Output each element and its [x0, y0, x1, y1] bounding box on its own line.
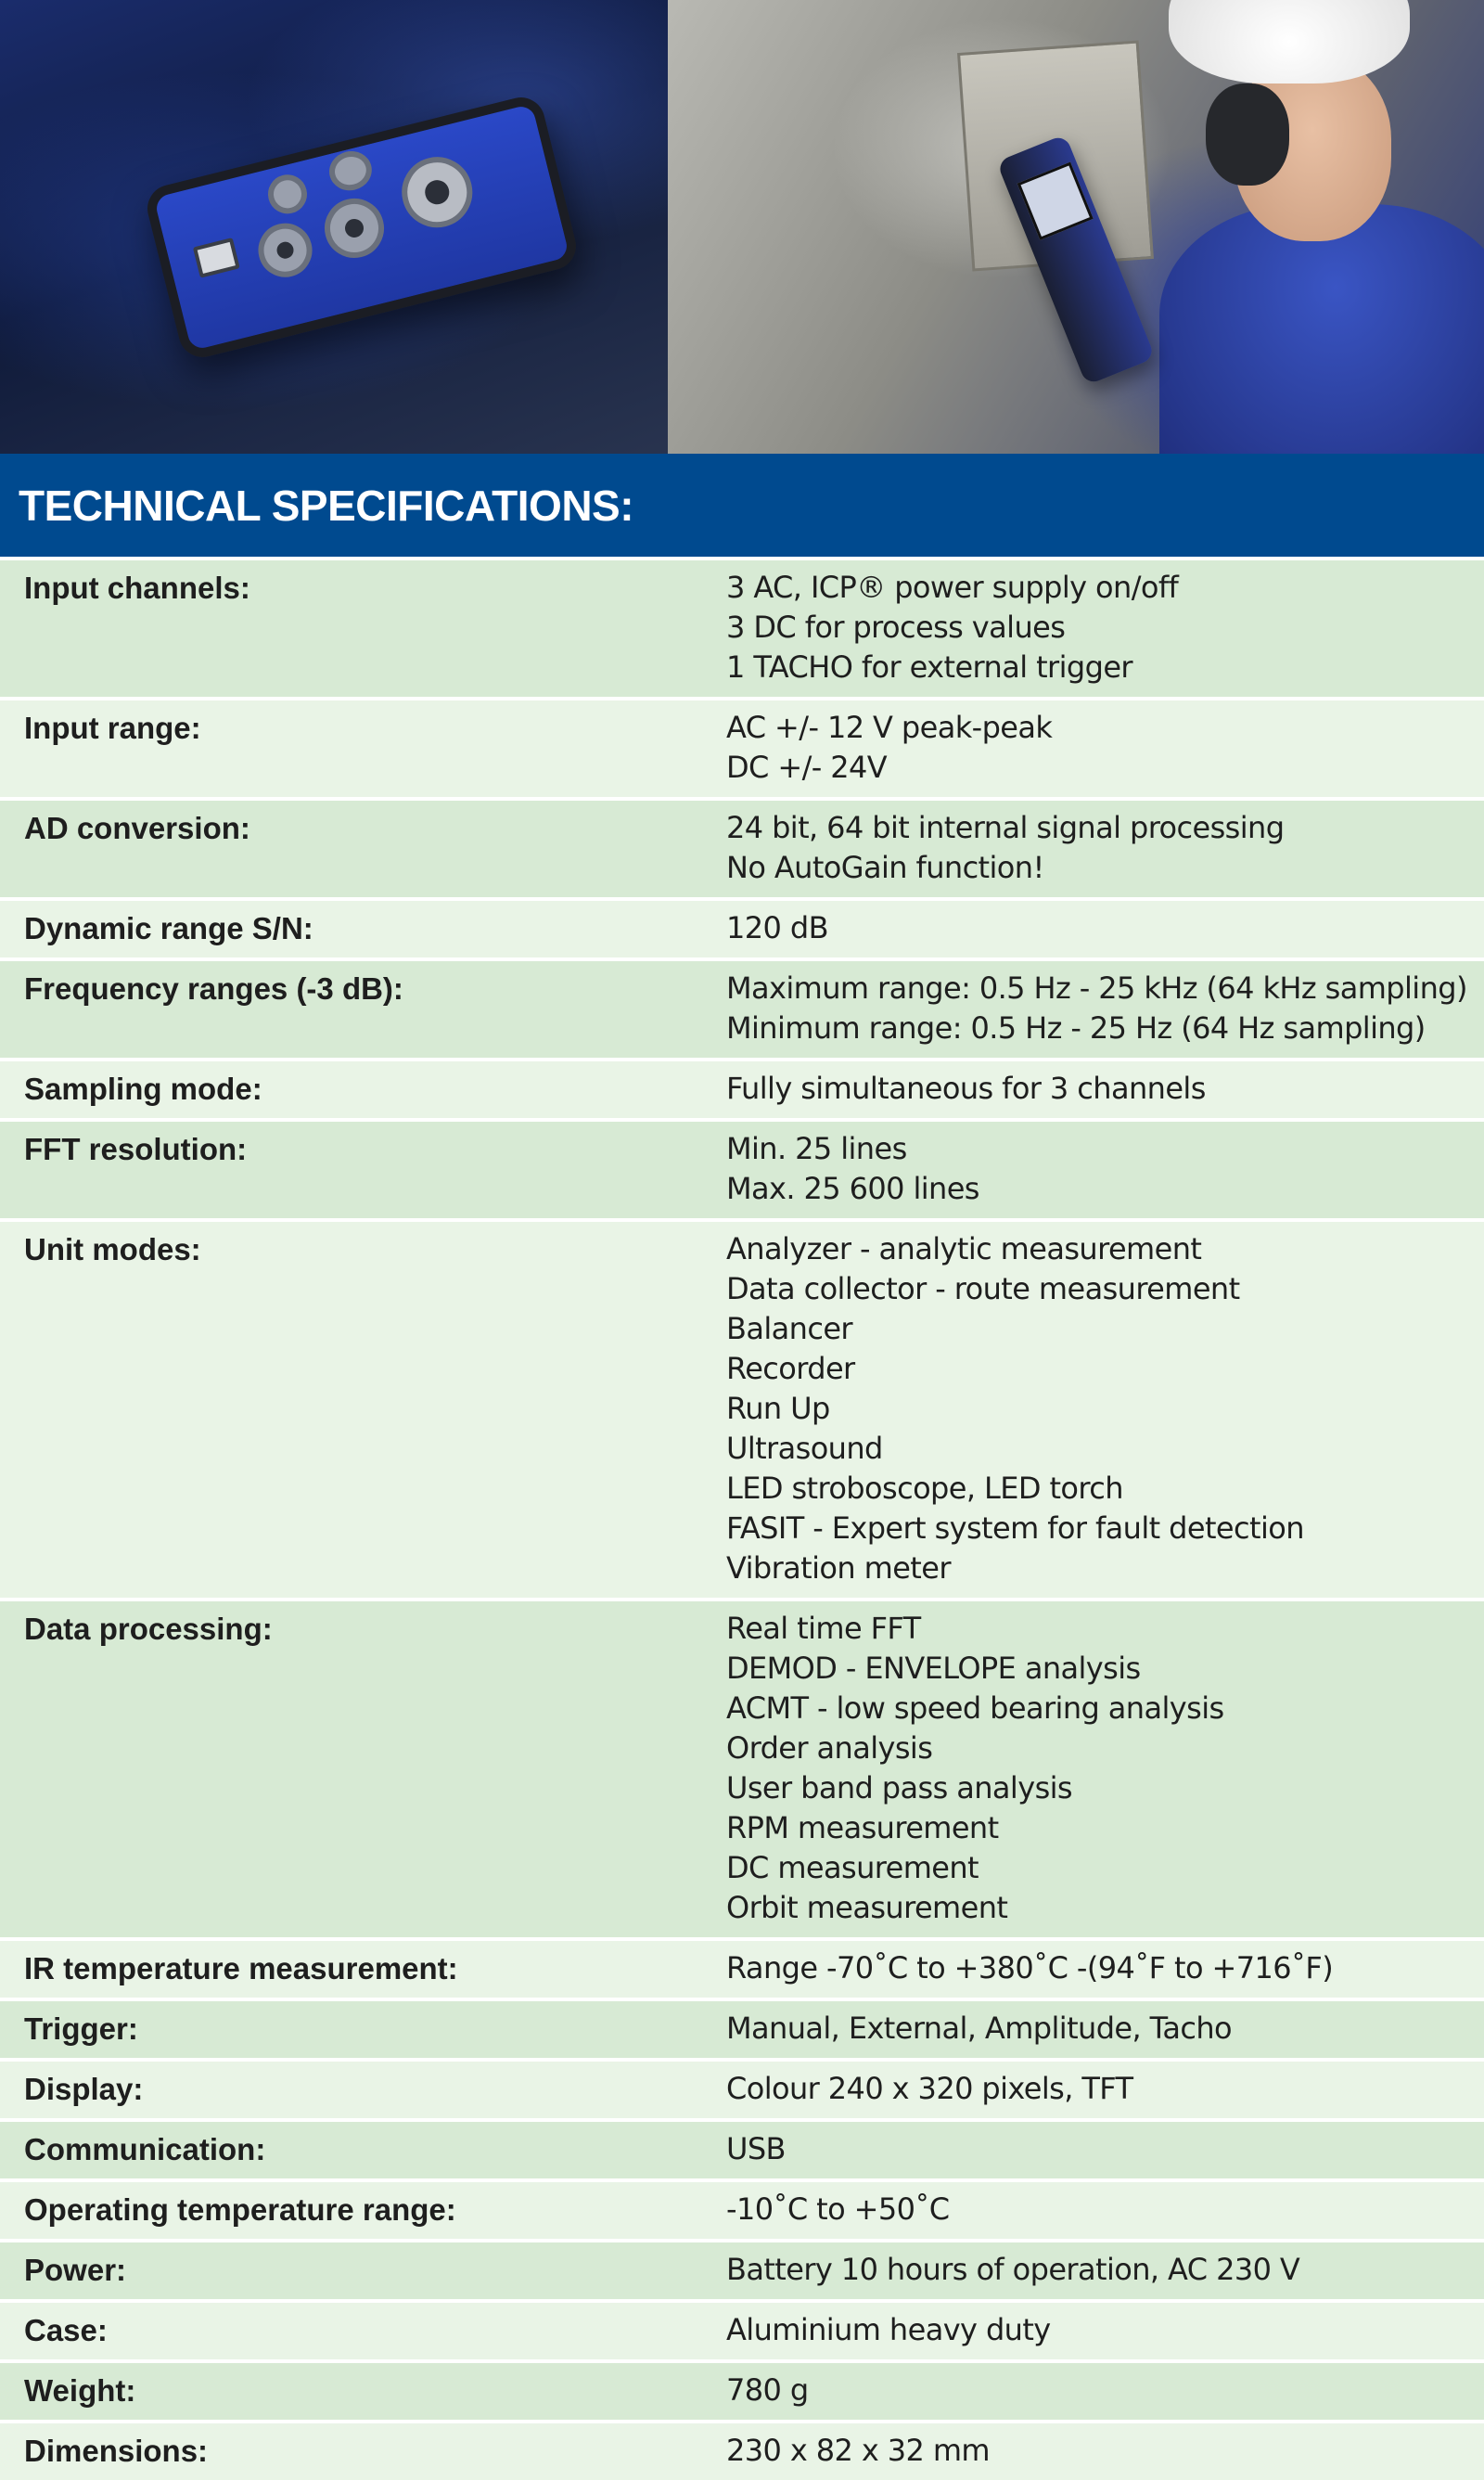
cable-connector-icon [394, 149, 480, 235]
spec-value-line: Data collector - route measurement [726, 1271, 1240, 1306]
spec-value [726, 1060, 1484, 1120]
spec-label: Trigger: [24, 2011, 138, 2046]
spec-value [726, 2361, 1484, 2422]
helmet-icon [1169, 0, 1410, 84]
section-title: TECHNICAL SPECIFICATIONS: [0, 454, 1484, 557]
spec-row [0, 699, 1484, 799]
spec-label: IR temperature measurement: [24, 1951, 458, 1985]
spec-label: AD conversion: [24, 811, 250, 845]
spec-value [726, 699, 1484, 799]
spec-label: FFT resolution: [24, 1132, 248, 1166]
spec-label: Communication: [24, 2132, 266, 2166]
spec-row [0, 1999, 1484, 2060]
spec-value-line: Colour 240 x 320 pixels, TFT [726, 2071, 1133, 2106]
spec-row [0, 1939, 1484, 1999]
spec-row [0, 799, 1484, 899]
spec-value-line: 120 dB [726, 910, 828, 945]
spec-value [726, 2120, 1484, 2180]
spec-value [726, 1999, 1484, 2060]
led-port-icon [264, 171, 312, 218]
spec-value-line: User band pass analysis [726, 1770, 1072, 1805]
spec-value-line: DC +/- 24V [726, 750, 888, 785]
spec-row [0, 2120, 1484, 2180]
spec-value-line: USB [726, 2131, 786, 2166]
spec-value-line: Run Up [726, 1391, 830, 1426]
spec-value-line: 3 AC, ICP® power supply on/off [726, 570, 1179, 605]
spec-value [726, 1600, 1484, 1939]
spec-label: Sampling mode: [24, 1072, 262, 1106]
spec-value [726, 899, 1484, 959]
spec-label: Display: [24, 2072, 144, 2106]
spec-table [0, 557, 1484, 2480]
spec-value [726, 1120, 1484, 1220]
spec-value-line: FASIT - Expert system for fault detection [726, 1510, 1304, 1546]
spec-row [0, 959, 1484, 1060]
earmuff-icon [1206, 84, 1289, 186]
spec-row [0, 2361, 1484, 2422]
spec-row [0, 2301, 1484, 2361]
led-port-icon [326, 147, 377, 195]
spec-value [726, 2180, 1484, 2241]
spec-row [0, 1600, 1484, 1939]
spec-value [726, 2301, 1484, 2361]
spec-label: Case: [24, 2313, 108, 2347]
connector-port-icon [252, 218, 317, 283]
spec-label: Weight: [24, 2373, 136, 2408]
spec-value-line: Analyzer - analytic measurement [726, 1231, 1202, 1266]
spec-row [0, 1060, 1484, 1120]
spec-value [726, 559, 1484, 699]
spec-row [0, 2060, 1484, 2120]
spec-row [0, 899, 1484, 959]
spec-value-line: Max. 25 600 lines [726, 1171, 979, 1206]
spec-label: Unit modes: [24, 1232, 201, 1266]
spec-value [726, 959, 1484, 1060]
spec-value [726, 799, 1484, 899]
spec-value-line: RPM measurement [726, 1810, 999, 1845]
spec-value-line: AC +/- 12 V peak-peak [726, 710, 1053, 745]
usb-port-icon [193, 238, 240, 278]
spec-value-line: 1 TACHO for external trigger [726, 649, 1132, 685]
spec-label: Input channels: [24, 571, 250, 605]
spec-value-line: Maximum range: 0.5 Hz - 25 kHz (64 kHz sampling) [726, 970, 1467, 1006]
spec-value-line: No AutoGain function! [726, 850, 1044, 885]
hero-photo-device [0, 0, 723, 454]
spec-value-line: Fully simultaneous for 3 channels [726, 1071, 1206, 1106]
spec-value-line: 230 x 82 x 32 mm [726, 2433, 990, 2468]
spec-value-line: Aluminium heavy duty [726, 2312, 1051, 2347]
spec-value-line: Range -70˚C to +380˚C -(94˚F to +716˚F) [726, 1950, 1334, 1985]
spec-value-line: Ultrasound [726, 1431, 883, 1466]
spec-value-line: Battery 10 hours of operation, AC 230 V [726, 2252, 1300, 2287]
spec-row [0, 2180, 1484, 2241]
spec-value-line: 3 DC for process values [726, 610, 1066, 645]
spec-value-line: Min. 25 lines [726, 1131, 907, 1166]
spec-label: Operating temperature range: [24, 2192, 456, 2227]
spec-value-line: Minimum range: 0.5 Hz - 25 Hz (64 Hz sampling) [726, 1010, 1426, 1046]
spec-value [726, 2241, 1484, 2301]
spec-label: Input range: [24, 711, 201, 745]
spec-value [726, 1939, 1484, 1999]
spec-value [726, 2060, 1484, 2120]
spec-value-line: Orbit measurement [726, 1890, 1008, 1925]
spec-value [726, 1220, 1484, 1600]
spec-value-line: Balancer [726, 1311, 852, 1346]
spec-value-line: Order analysis [726, 1730, 933, 1766]
spec-table-body [0, 559, 1484, 2480]
spec-value-line: Manual, External, Amplitude, Tacho [726, 2011, 1232, 2046]
spec-label: Dynamic range S/N: [24, 911, 313, 945]
spec-label: Data processing: [24, 1612, 273, 1646]
spec-row [0, 2241, 1484, 2301]
spec-row [0, 2422, 1484, 2480]
spec-value-line: LED stroboscope, LED torch [726, 1471, 1123, 1506]
spec-value-line: DC measurement [726, 1850, 979, 1885]
spec-value-line: DEMOD - ENVELOPE analysis [726, 1651, 1141, 1686]
spec-value-line: 24 bit, 64 bit internal signal processing [726, 810, 1285, 845]
spec-value-line: 780 g [726, 2372, 809, 2408]
spec-label: Frequency ranges (-3 dB): [24, 971, 403, 1006]
spec-row [0, 1120, 1484, 1220]
engineer-jacket [1159, 204, 1484, 454]
spec-value-line: Vibration meter [726, 1550, 951, 1586]
spec-value [726, 2422, 1484, 2480]
spec-value-line: -10˚C to +50˚C [726, 2191, 950, 2227]
spec-row [0, 559, 1484, 699]
spec-row [0, 1220, 1484, 1600]
hero-banner [0, 0, 1484, 454]
spec-value-line: ACMT - low speed bearing analysis [726, 1690, 1224, 1726]
spec-label: Dimensions: [24, 2434, 209, 2468]
spec-value-line: Real time FFT [726, 1611, 921, 1646]
spec-label: Power: [24, 2253, 127, 2287]
spec-value-line: Recorder [726, 1351, 855, 1386]
connector-port-icon [318, 192, 390, 264]
